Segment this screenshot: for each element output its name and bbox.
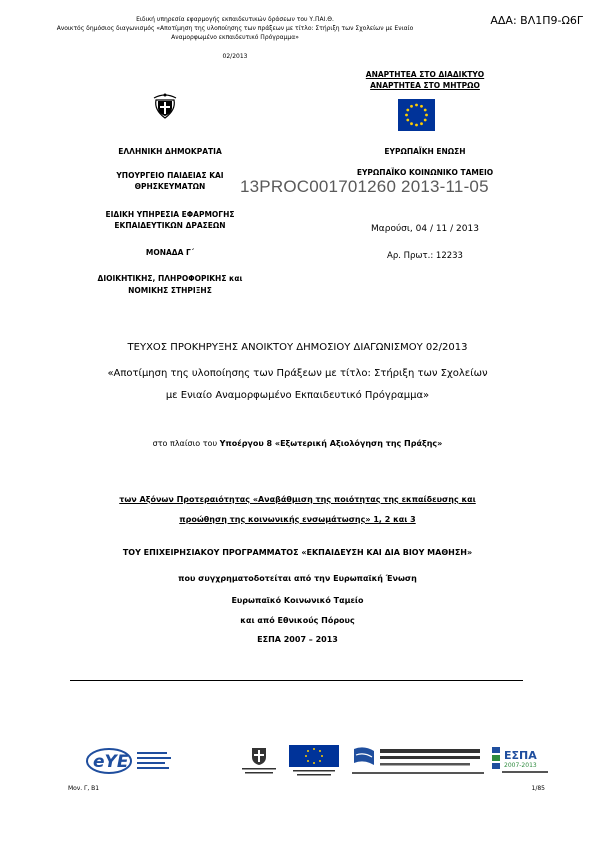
department-line-1: ΔΙΟΙΚΗΤΙΚΗΣ, ΠΛΗΡΟΦΟΡΙΚΗΣ και bbox=[97, 274, 243, 283]
programme-line: ΤΟΥ ΕΠΙΧΕΙΡΗΣΙΑΚΟΥ ΠΡΟΓΡΑΜΜΑΤΟΣ «ΕΚΠΑΙΔΕΥΣΗ ΚΑΙ ΔΙΑ ΒΙΟΥ ΜΑΘΗΣΗ» bbox=[122, 548, 473, 557]
cofund-line-4: ΕΣΠΑ 2007 – 2013 bbox=[257, 635, 338, 644]
ministry-emblem-icon bbox=[240, 745, 278, 777]
posting-registry: ΑΝΑΡΤΗΤΕΑ ΣΤΟ ΜΗΤΡΩΟ bbox=[370, 81, 480, 90]
service-line-2: ΕΚΠΑΙΔΕΥΤΙΚΩΝ ΔΡΑΣΕΩΝ bbox=[114, 221, 226, 230]
posting-internet: ΑΝΑΡΤΗΤΕΑ ΣΤΟ ΔΙΑΔΙΚΤΥΟ bbox=[365, 70, 485, 79]
cofund-line-2: Ευρωπαϊκό Κοινωνικό Ταμείο bbox=[231, 596, 364, 605]
subtitle-line-1: «Αποτίμηση της υλοποίησης των Πράξεων με τίτλο: Στήριξη των Σχολείων bbox=[107, 368, 488, 379]
unit-label: ΜΟΝΑΔΑ Γ΄ bbox=[145, 248, 195, 257]
axes-line-2: προώθηση της κοινωνικής ενσωμάτωσης» 1, 2 και 3 bbox=[179, 515, 416, 524]
header-line-1: Ειδική υπηρεσία εφαρμογής εκπαιδευτικών δράσεων του Υ.ΠΑΙ.Θ. bbox=[136, 16, 334, 23]
header-line-4: 02/2013 bbox=[222, 53, 248, 60]
header-line-3: Αναμορφωμένο εκπαιδευτικό Πρόγραμμα» bbox=[171, 34, 299, 41]
eu-label: ΕΥΡΩΠΑΪΚΗ ΕΝΩΣΗ bbox=[384, 147, 466, 156]
service-line-1: ΕΙΔΙΚΗ ΥΠΗΡΕΣΙΑ ΕΦΑΡΜΟΓΗΣ bbox=[105, 210, 235, 219]
separator-line bbox=[70, 680, 523, 681]
context-line bbox=[40, 438, 555, 450]
footer-section-code: Μον. Γ, Β1 bbox=[68, 785, 100, 792]
document-date: Μαρούσι, 04 / 11 / 2013 bbox=[371, 224, 479, 234]
republic-label: ΕΛΛΗΝΙΚΗ ΔΗΜΟΚΡΑΤΙΑ bbox=[118, 147, 222, 156]
page-number: 1/85 bbox=[531, 785, 545, 792]
ministry-line-1: ΥΠΟΥΡΓΕΙΟ ΠΑΙΔΕΙΑΣ ΚΑΙ bbox=[116, 171, 224, 180]
department-line-2: ΝΟΜΙΚΗΣ ΣΤΗΡΙΞΗΣ bbox=[128, 286, 212, 295]
espa-logo-text: ΕΣΠΑ bbox=[504, 749, 537, 762]
eye-logo bbox=[85, 745, 175, 775]
cofund-line-3: και από Εθνικούς Πόρους bbox=[240, 616, 355, 625]
eu-esf-logo bbox=[289, 745, 339, 777]
fund-label: ΕΥΡΩΠΑΪΚΟ ΚΟΙΝΩΝΙΚΟ ΤΑΜΕΙΟ bbox=[356, 168, 494, 177]
espa-logo bbox=[490, 745, 550, 777]
ministry-line-2: ΘΡΗΣΚΕΥΜΑΤΩΝ bbox=[134, 182, 206, 191]
header-line-2: Ανοικτός δημόσιος διαγωνισμός «Αποτίμηση της υλοποίησης των πράξεων με τίτλο: Στήριξη των Σχολείων με Ενιαίο bbox=[56, 25, 414, 32]
axes-line-1: των Αξόνων Προτεραιότητας «Αναβάθμιση της ποιότητας της εκπαίδευσης και bbox=[119, 495, 476, 504]
registry-stamp: 13PROC001701260 2013-11-05 bbox=[240, 177, 489, 196]
ada-code: ΑΔΑ: ΒΛ1Π9-Ω6Γ bbox=[490, 14, 583, 27]
espa-logo-years: 2007-2013 bbox=[504, 762, 537, 769]
operational-programme-logo bbox=[352, 745, 484, 777]
greek-coat-of-arms-icon bbox=[152, 92, 178, 120]
cofund-line-1: που συγχρηματοδοτείται από την Ευρωπαϊκή Ένωση bbox=[178, 574, 417, 583]
protocol-number: Αρ. Πρωτ.: 12233 bbox=[387, 251, 463, 261]
context-subproject: Υποέργου 8 «Εξωτερική Αξιολόγηση της Πράξης» bbox=[219, 439, 443, 448]
eye-logo-text: eYE bbox=[93, 752, 129, 772]
subtitle-line-2: με Ενιαίο Αναμορφωμένο Εκπαιδευτικό Πρόγραμμα» bbox=[165, 390, 430, 401]
document-title: ΤΕΥΧΟΣ ΠΡΟΚΗΡΥΞΗΣ ΑΝΟΙΚΤΟΥ ΔΗΜΟΣΙΟΥ ΔΙΑΓΩΝΙΣΜΟΥ 02/2013 bbox=[127, 342, 468, 353]
context-plain: στο πλαίσιο του bbox=[152, 439, 220, 448]
eu-flag-icon bbox=[398, 99, 435, 131]
